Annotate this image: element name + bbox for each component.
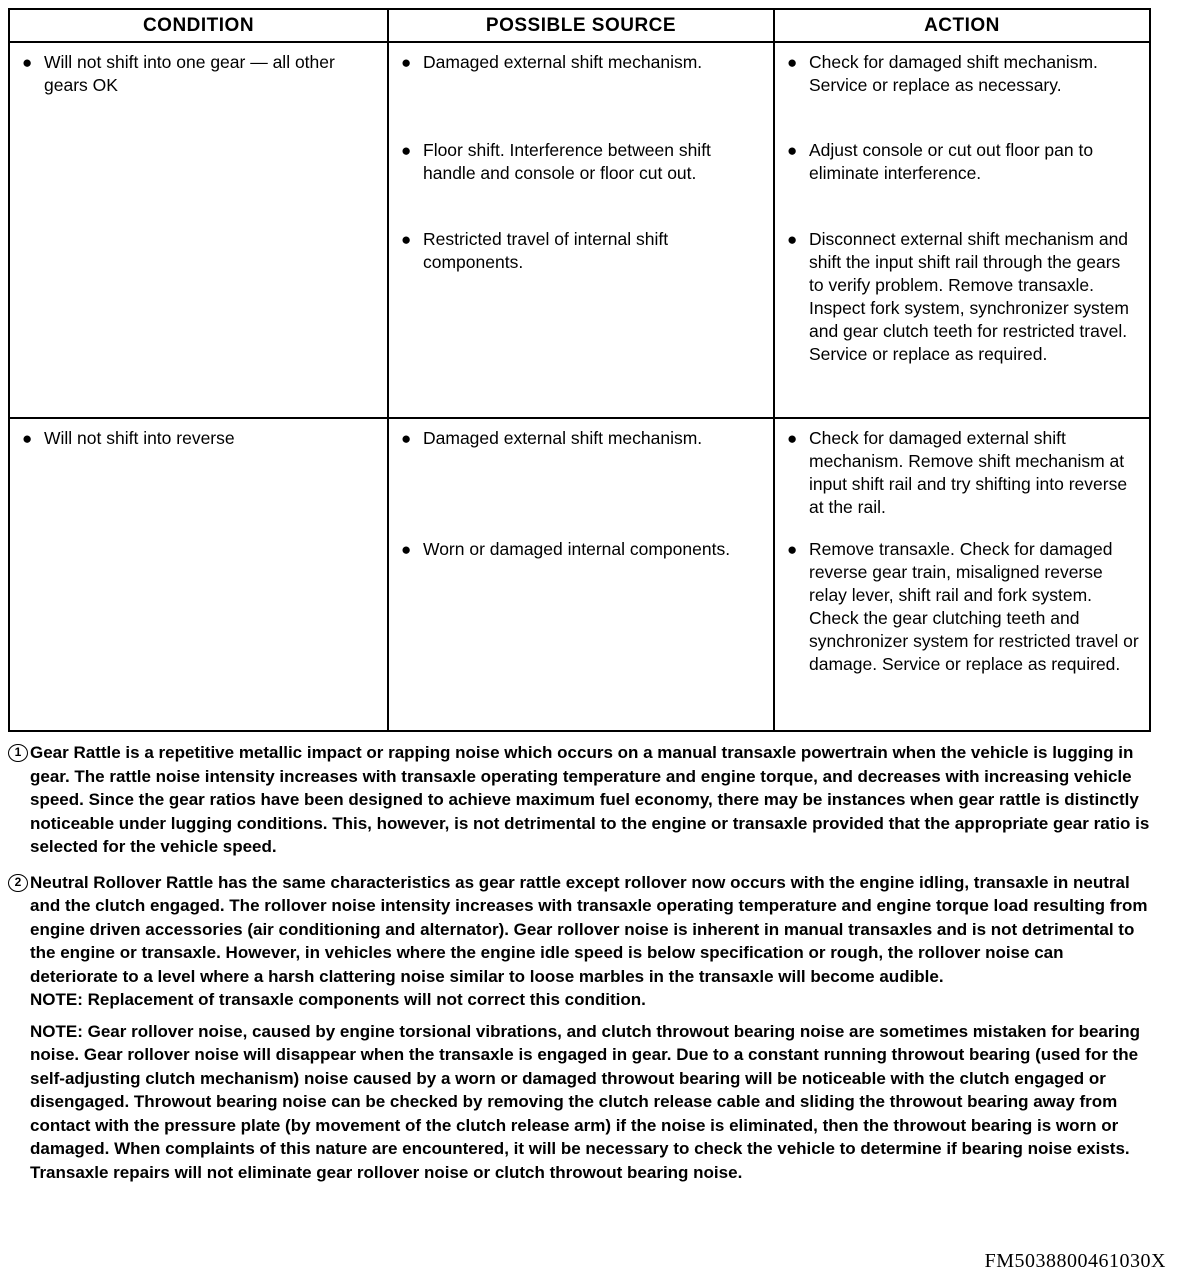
source-text: Damaged external shift mechanism. (423, 428, 703, 448)
action-entry (787, 228, 1139, 366)
note-text: Gear rollover noise, caused by engine torsional vibrations, and clutch throwout bearing noise are sometimes mistaken for bearing noise. Gear rollover noise will disappear when the transaxle is engaged in gear. Due to a constant running throwout bearing (used for the self-adjusting clutch mechanism) noise caused by a worn or damaged throwout bearing will be noticeable with the clutch engaged or disengaged. Throwout bearing noise can be checked by removing the clutch release cable and sliding the throwout bearing away from contact with the pressure plate (by movement of the clutch release arm) if the noise is eliminated, then the throwout bearing is worn or damaged. When complaints of this nature are encountered, it will be necessary to check the vehicle to determine if bearing noise exists. Transaxle repairs will not eliminate gear rollover noise or clutch throwout bearing noise. (30, 1021, 1140, 1182)
header-condition: CONDITION (9, 9, 388, 42)
action-text: Check for damaged external shift mechanism. Remove shift mechanism at input shift rail and try shifting into reverse at the rail. (809, 428, 1128, 517)
source-cell (388, 418, 774, 731)
action-entry (787, 139, 1139, 228)
footnote-text: Gear Rattle is a repetitive metallic impact or rapping noise which occurs on a manual transaxle powertrain when the vehicle is lugging in gear. The rattle noise intensity increases with transaxle operating temperature and engine torque, and decreases with increasing vehicle speed. Since the gear ratios have been designed to achieve maximum fuel economy, there may be instances when gear rattle is distinctly noticeable under lugging conditions. This, however, is not detrimental to the engine or transaxle provided that the appropriate gear ratio is selected for the vehicle speed. (30, 743, 1150, 856)
footnote-neutral-rollover (8, 871, 1152, 989)
source-entry (401, 51, 763, 139)
source-entry (401, 139, 763, 228)
general-note (30, 1020, 1152, 1185)
source-text: Damaged external shift mechanism. (423, 52, 703, 72)
bullet-icon: ● (787, 230, 798, 249)
footnote-text: Neutral Rollover Rattle has the same characteristics as gear rattle except rollover now occurs with the engine idling, transaxle in neutral and the clutch engaged. The rollover noise intensity increases with transaxle operating temperature and engine torque load resulting from engine driven accessories (air conditioning and alternator). Gear rollover noise is inherent in manual transaxles and is not detrimental to the engine or transaxle. However, in vehicles where the engine idle speed is below specification or rough, the rollover noise can deteriorate to a level where a harsh clattering noise similar to loose marbles in the transaxle will become audible. (30, 872, 1148, 986)
bullet-icon: ● (401, 53, 412, 72)
source-entry (401, 538, 763, 561)
header-possible-source: POSSIBLE SOURCE (388, 9, 774, 42)
source-text: Restricted travel of internal shift components. (423, 229, 669, 272)
action-entry (787, 51, 1139, 139)
source-entry (401, 427, 763, 538)
bullet-icon: ● (787, 540, 798, 559)
source-text: Worn or damaged internal components. (423, 539, 731, 559)
footnote-note (30, 988, 1152, 1012)
condition-text: Will not shift into reverse (44, 428, 235, 448)
diagnosis-table (8, 8, 1151, 732)
header-action: ACTION (774, 9, 1150, 42)
circled-number-1-icon: 1 (8, 744, 28, 762)
note-label: NOTE: (30, 1021, 83, 1041)
source-cell (388, 42, 774, 418)
bullet-icon: ● (401, 230, 412, 249)
bullet-icon: ● (401, 429, 412, 448)
condition-cell (9, 42, 388, 418)
bullet-icon: ● (787, 429, 798, 448)
action-entry (787, 538, 1139, 676)
table-row (9, 42, 1150, 418)
action-text: Adjust console or cut out floor pan to eliminate interference. (809, 140, 1094, 183)
action-entry (787, 427, 1139, 538)
condition-entry (22, 51, 377, 97)
table-row (9, 418, 1150, 731)
action-cell (774, 42, 1150, 418)
source-text: Floor shift. Interference between shift handle and console or floor cut out. (423, 140, 711, 183)
bullet-icon: ● (787, 53, 798, 72)
bullet-icon: ● (401, 540, 412, 559)
bullet-icon: ● (22, 53, 33, 72)
bullet-icon: ● (401, 141, 412, 160)
source-entry (401, 228, 763, 274)
condition-entry (22, 427, 377, 450)
footnotes (8, 741, 1152, 1184)
circled-number-2-icon: 2 (8, 874, 28, 892)
condition-cell (9, 418, 388, 731)
bullet-icon: ● (787, 141, 798, 160)
action-cell (774, 418, 1150, 731)
footnote-gear-rattle (8, 741, 1152, 859)
bullet-icon: ● (22, 429, 33, 448)
action-text: Remove transaxle. Check for damaged reverse gear train, misaligned reverse relay lever, shift rail and fork system. Check the gear clutching teeth and synchronizer system for restricted travel or damage. Service or replace as required. (809, 539, 1139, 674)
action-text: Disconnect external shift mechanism and shift the input shift rail through the gears to verify problem. Remove transaxle. Inspect fork system, synchronizer system and gear clutch teeth for restricted travel. Service or replace as required. (809, 229, 1129, 364)
action-text: Check for damaged shift mechanism. Service or replace as necessary. (809, 52, 1098, 95)
note-text: Replacement of transaxle components will not correct this condition. (87, 990, 646, 1009)
figure-id: FM5038800461030X (984, 1250, 1166, 1272)
note-label: NOTE: (30, 990, 83, 1009)
condition-text: Will not shift into one gear — all other gears OK (44, 52, 335, 95)
table-header-row (9, 9, 1150, 42)
